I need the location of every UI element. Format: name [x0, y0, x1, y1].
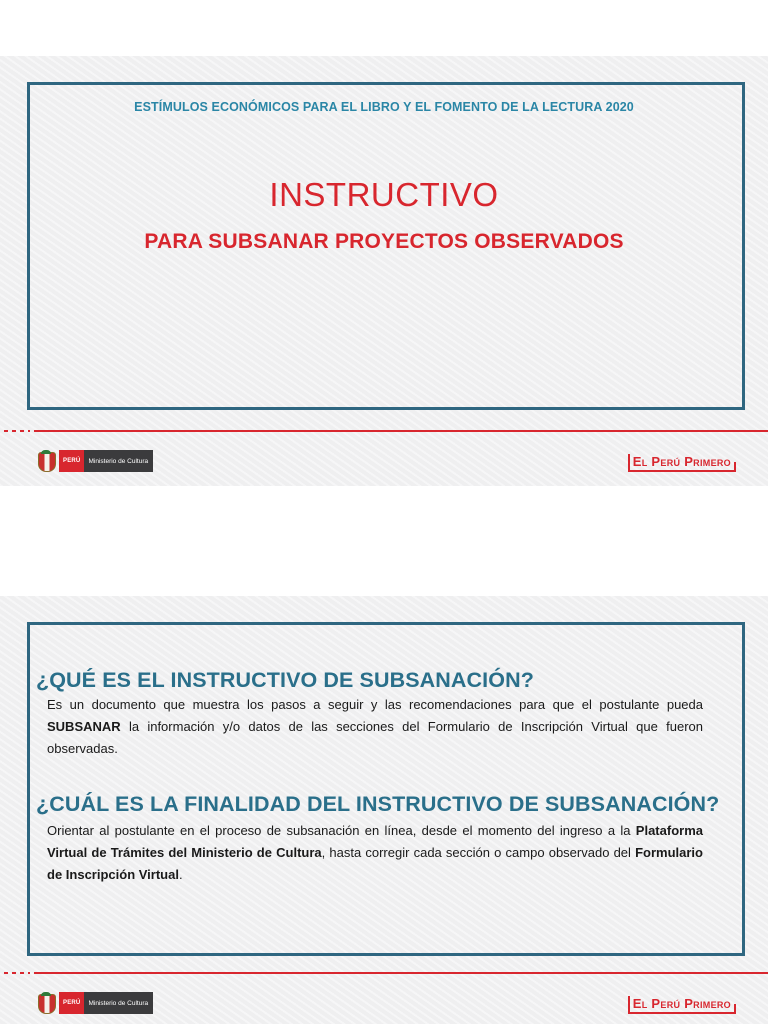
footer-divider [0, 430, 768, 432]
peru-label: PERÚ [59, 992, 84, 1014]
info-slide [0, 596, 768, 1024]
coat-of-arms-icon [37, 450, 55, 472]
slide-subtitle: PARA SUBSANAR PROYECTOS OBSERVADOS [144, 230, 624, 253]
footer-divider [0, 972, 768, 974]
program-kicker: ESTÍMULOS ECONÓMICOS PARA EL LIBRO Y EL FOMENTO DE LA LECTURA 2020 [134, 100, 634, 114]
ministry-label: Ministerio de Cultura [84, 450, 153, 472]
slogan-logo: El Perú Primero [628, 454, 734, 472]
question-body-purpose [47, 820, 703, 886]
body-text: Orientar al postulante en el proceso de subsanación en línea, desde el momento del ingreso a la [47, 823, 636, 838]
coat-of-arms-icon [37, 992, 55, 1014]
peru-label: PERÚ [59, 450, 84, 472]
body-text: la información y/o datos de las secciones del Formulario de Inscripción Virtual que fueron observadas. [47, 719, 703, 756]
slide-title: INSTRUCTIVO [269, 176, 499, 213]
ministry-logo [37, 450, 153, 472]
question-heading-purpose: ¿CUÁL ES LA FINALIDAD DEL INSTRUCTIVO DE SUBSANACIÓN? [36, 792, 720, 816]
body-emphasis: Formulario de Inscripción Virtual [47, 845, 703, 882]
body-text: Es un documento que muestra los pasos a seguir y las recomendaciones para que el postulante pueda [47, 697, 703, 712]
ministry-logo [37, 992, 153, 1014]
body-text: . [178, 867, 183, 882]
question-body-what [47, 694, 703, 760]
ministry-label: Ministerio de Cultura [84, 992, 153, 1014]
body-emphasis: SUBSANAR [47, 719, 121, 734]
body-text: , hasta corregir cada sección o campo observado del [321, 845, 636, 860]
body-emphasis: Plataforma Virtual de Trámites del Ministerio de Cultura [47, 823, 703, 860]
slogan-logo: El Perú Primero [628, 996, 734, 1014]
question-heading-what: ¿QUÉ ES EL INSTRUCTIVO DE SUBSANACIÓN? [36, 668, 534, 692]
title-slide [0, 56, 768, 486]
